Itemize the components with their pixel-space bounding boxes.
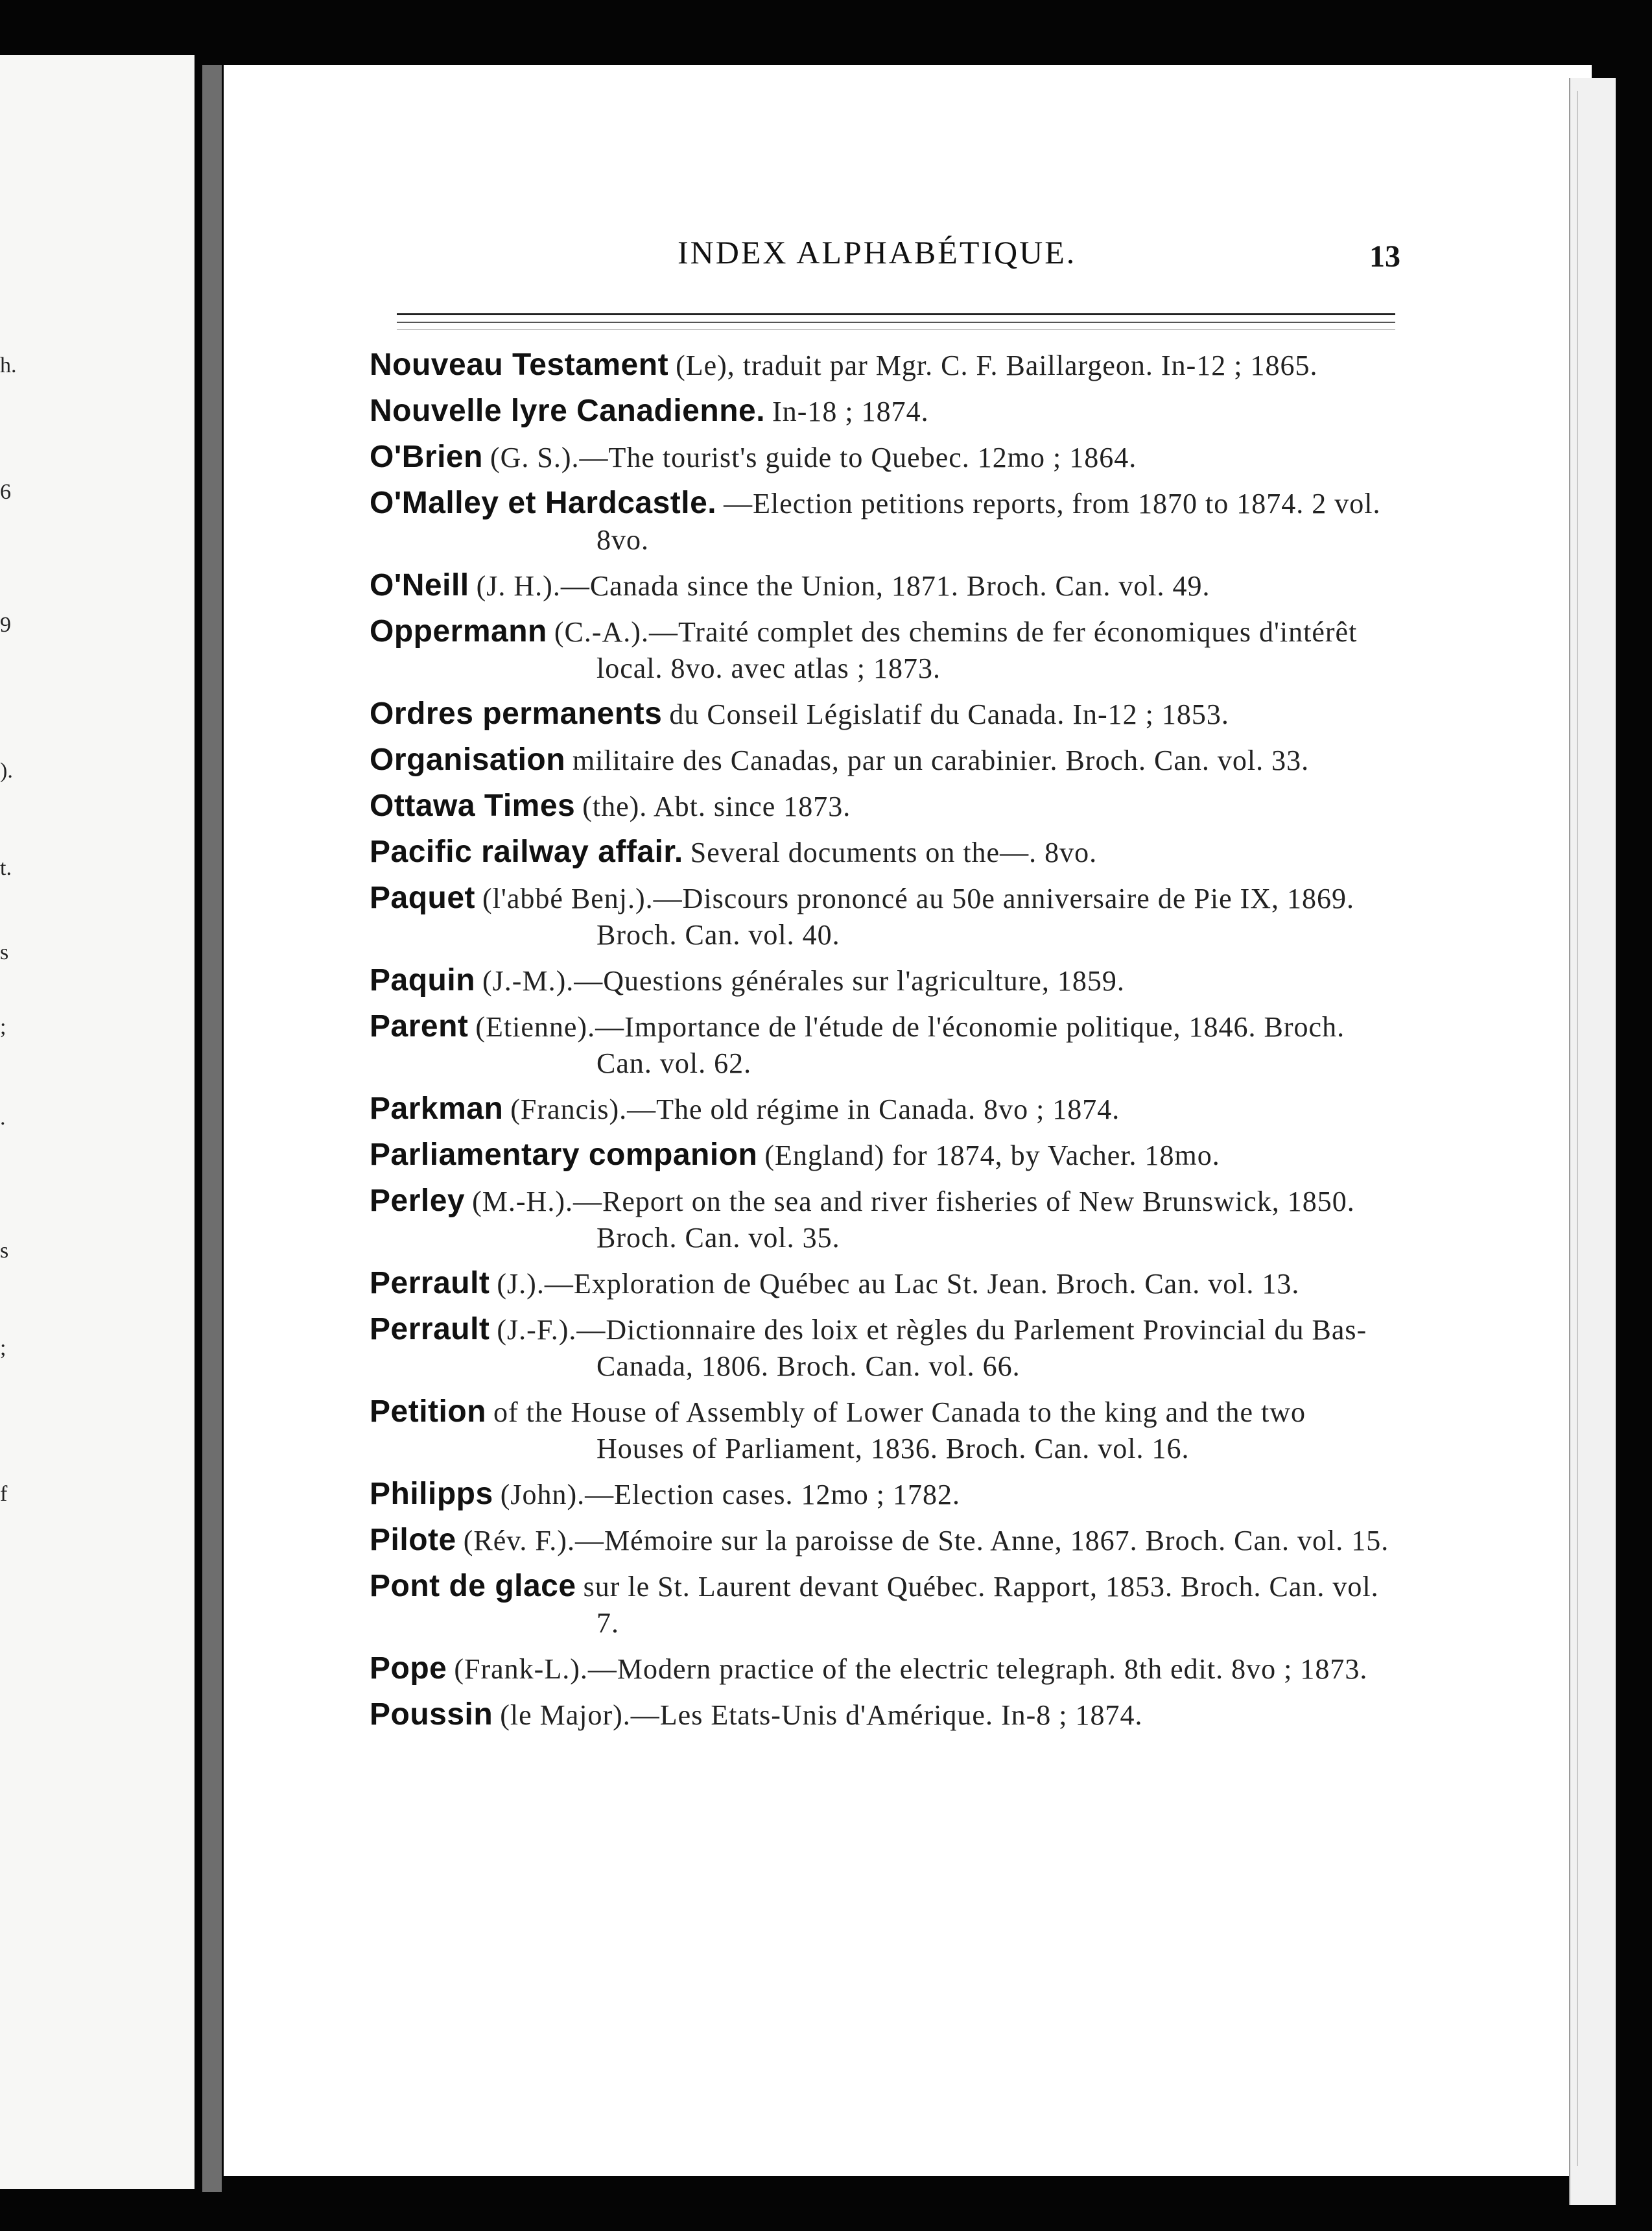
index-entry (370, 567, 1400, 604)
facing-page-fragment: f (0, 1482, 8, 1506)
entry-text: (le Major).—Les Etats-Unis d'Amérique. In-8 ; 1874. (500, 1699, 1143, 1731)
entry-heading: Ordres permanents (370, 697, 663, 731)
entry-text: (Etienne).—Importance de l'étude de l'économie politique, 1846. Broch. Can. vol. 62. (475, 1011, 1345, 1079)
entry-heading: Paquin (370, 963, 476, 997)
index-entry (370, 788, 1400, 825)
entry-heading: Poussin (370, 1697, 493, 1732)
index-entry (370, 347, 1400, 384)
index-entry (370, 880, 1400, 953)
entry-text: (G. S.).—The tourist's guide to Quebec. 12mo ; 1864. (490, 442, 1137, 473)
index-entry (370, 1265, 1400, 1302)
entry-heading: Pilote (370, 1523, 456, 1557)
entry-heading: Philipps (370, 1477, 493, 1511)
entry-text: (the). Abt. since 1873. (582, 791, 851, 822)
entry-text: (C.-A.).—Traité complet des chemins de fer économiques d'intérêt local. 8vo. avec atlas ; 1873. (554, 616, 1358, 684)
entry-text: Several documents on the—. 8vo. (690, 837, 1098, 868)
entry-text: du Conseil Législatif du Canada. In-12 ; 1853. (669, 698, 1229, 730)
index-entry (370, 742, 1400, 779)
entry-heading: O'Brien (370, 440, 483, 474)
entry-text: (J.-F.).—Dictionnaire des loix et règles du Parlement Provincial du Bas-Canada, 1806. Broch. Can. vol. 66. (497, 1314, 1367, 1382)
book-gutter (202, 65, 222, 2192)
entry-text: militaire des Canadas, par un carabinier. Broch. Can. vol. 33. (572, 745, 1310, 776)
entry-heading: Paquet (370, 881, 476, 915)
entry-text: (Frank-L.).—Modern practice of the electric telegraph. 8th edit. 8vo ; 1873. (454, 1653, 1368, 1685)
entry-heading: Perley (370, 1184, 466, 1218)
entry-heading: Nouveau Testament (370, 348, 669, 382)
index-entry (370, 1394, 1400, 1467)
entry-text: (Rév. F.).—Mémoire sur la paroisse de Ste. Anne, 1867. Broch. Can. vol. 15. (463, 1525, 1389, 1557)
facing-page-fragment: ; (0, 1015, 6, 1039)
entry-text: —Election petitions reports, from 1870 to 1874. 2 vol. 8vo. (596, 488, 1381, 556)
entry-heading: Nouvelle lyre Canadienne. (370, 394, 766, 428)
entry-heading: Perrault (370, 1266, 490, 1300)
index-entry (370, 393, 1400, 430)
entry-text: (England) for 1874, by Vacher. 18mo. (764, 1139, 1220, 1171)
entry-text: (John).—Election cases. 12mo ; 1782. (500, 1479, 961, 1510)
index-entry (370, 1183, 1400, 1256)
entry-heading: Oppermann (370, 614, 547, 649)
entry-heading: Pont de glace (370, 1569, 576, 1603)
entry-text: (Francis).—The old régime in Canada. 8vo ; 1874. (510, 1093, 1120, 1125)
entry-text: (J.-M.).—Questions générales sur l'agriculture, 1859. (482, 965, 1125, 997)
entry-text: (Le), traduit par Mgr. C. F. Baillargeon. In-12 ; 1865. (676, 350, 1318, 381)
index-entry (370, 1137, 1400, 1174)
page-header (395, 233, 1400, 279)
header-rule (397, 322, 1395, 323)
entry-text: sur le St. Laurent devant Québec. Rapport, 1853. Broch. Can. vol. 7. (583, 1571, 1379, 1639)
entry-text: (J.).—Exploration de Québec au Lac St. Jean. Broch. Can. vol. 13. (497, 1268, 1300, 1300)
facing-page-fragment: t. (0, 856, 12, 880)
facing-page-fragment: s (0, 940, 9, 964)
entry-text: of the House of Assembly of Lower Canada to the king and the two Houses of Parliament, 1836. Broch. Can. vol. 16. (493, 1396, 1306, 1464)
entry-heading: O'Neill (370, 568, 469, 602)
entry-heading: Organisation (370, 743, 566, 777)
entry-heading: Perrault (370, 1312, 490, 1346)
index-entries (370, 347, 1400, 1743)
facing-page-fragment: s (0, 1239, 9, 1263)
index-entry (370, 962, 1400, 999)
facing-page-edge (0, 55, 195, 2189)
entry-heading: Ottawa Times (370, 789, 576, 823)
facing-page-fragment: ; (0, 1336, 6, 1360)
index-entry (370, 439, 1400, 476)
index-entry (370, 485, 1400, 558)
entry-heading: Parkman (370, 1092, 504, 1126)
index-entry (370, 834, 1400, 871)
entry-text: In-18 ; 1874. (772, 396, 929, 427)
facing-page-fragment: . (0, 1106, 6, 1130)
entry-heading: Parliamentary companion (370, 1138, 758, 1172)
entry-text: (M.-H.).—Report on the sea and river fisheries of New Brunswick, 1850. Broch. Can. vol. 35. (472, 1186, 1355, 1254)
entry-text: (J. H.).—Canada since the Union, 1871. Broch. Can. vol. 49. (476, 570, 1210, 602)
index-entry (370, 614, 1400, 687)
index-entry (370, 1091, 1400, 1128)
index-entry (370, 1651, 1400, 1688)
facing-page-fragment: ). (0, 759, 13, 783)
index-entry (370, 1476, 1400, 1513)
index-entry (370, 1568, 1400, 1641)
facing-page-fragment: h. (0, 353, 17, 377)
entry-heading: Pacific railway affair. (370, 835, 683, 869)
header-rule (397, 329, 1395, 330)
entry-text: (l'abbé Benj.).—Discours prononcé au 50e anniversaire de Pie IX, 1869. Broch. Can. vol. 40. (482, 883, 1355, 951)
entry-heading: Petition (370, 1394, 486, 1429)
entry-heading: O'Malley et Hardcastle. (370, 486, 717, 520)
facing-page-fragment: 9 (0, 613, 11, 637)
index-entry (370, 696, 1400, 733)
running-title: INDEX ALPHABÉTIQUE. (678, 234, 1077, 270)
index-entry (370, 1311, 1400, 1385)
index-entry (370, 1697, 1400, 1734)
index-entry (370, 1008, 1400, 1082)
entry-heading: Pope (370, 1651, 447, 1686)
index-entry (370, 1522, 1400, 1559)
entry-heading: Parent (370, 1009, 469, 1044)
facing-page-fragment: 6 (0, 480, 11, 504)
header-rule (397, 313, 1395, 315)
page-edges (1569, 78, 1616, 2205)
page-number: 13 (1369, 239, 1400, 274)
